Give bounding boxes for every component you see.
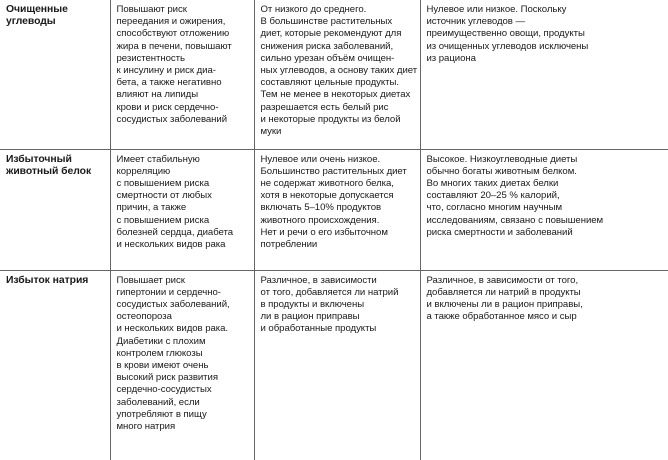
text-line: и нескольких видов рака. [116, 323, 229, 335]
text-line: болезней сердца, диабета [116, 226, 234, 238]
text-line: хотя в некоторые допускается [260, 190, 394, 202]
text-line: смертности от любых [116, 190, 212, 202]
table-row [0, 0, 668, 149]
row-label-animal-protein [0, 149, 110, 270]
text-line: а также обработанное мясо и сыр [426, 311, 577, 323]
text-line: и некоторые продукты из белой [260, 113, 401, 125]
text-line: животного происхождения. [260, 214, 380, 226]
text-line: из рациона [426, 52, 476, 64]
text-line: не содержат животного белка, [260, 177, 394, 189]
text-line: бета, а также негативно [116, 77, 222, 89]
text-line: углеводы [6, 16, 56, 28]
cell-plant-diet [254, 149, 420, 270]
text-line: ли в рацион приправы [260, 311, 360, 323]
text-line: Имеет стабильную [116, 153, 200, 165]
text-line: к инсулину и риск диа- [116, 65, 216, 77]
text-line: преимущественно овощи, продукты [426, 28, 585, 40]
text-line: переедания и ожирения, [116, 16, 226, 28]
text-line: диет, которые рекомендуют для [260, 28, 402, 40]
text-line: и обработанные продукты [260, 323, 377, 335]
text-line: влияют на липиды [116, 89, 199, 101]
text-line: составляют 20–25 % калорий, [426, 190, 560, 202]
cell-low-carb-diet [420, 270, 668, 460]
text-line: Различное, в зависимости [260, 274, 377, 286]
text-line: крови и риск сердечно- [116, 101, 219, 113]
text-line: гипертонии и сердечно- [116, 286, 221, 298]
cell-low-carb-diet [420, 149, 668, 270]
text-line: заболеваний, если [116, 396, 200, 408]
text-line: что, согласно многим научным [426, 202, 563, 214]
text-line: с повышением риска [116, 214, 210, 226]
text-line: разрешается есть белый рис [260, 101, 389, 113]
text-line: в продукты и включены [260, 298, 365, 310]
text-line: Большинство растительных диет [260, 165, 407, 177]
text-line: включать 5–10% продуктов [260, 202, 382, 214]
text-line: жира в печени, повышают [116, 40, 232, 52]
text-line: употребляют в пищу [116, 408, 207, 420]
text-line: риска смертности и заболеваний [426, 226, 573, 238]
text-line: резистентность [116, 52, 185, 64]
text-line: Диабетики с плохим [116, 335, 206, 347]
text-line: сильно урезан объём очищен- [260, 52, 395, 64]
row-label-sodium [0, 270, 110, 460]
text-line: сосудистых заболеваний, [116, 298, 230, 310]
text-line: От низкого до среднего. [260, 4, 367, 15]
cell-effect [110, 0, 254, 149]
cell-effect [110, 270, 254, 460]
text-line: Очищенные [6, 4, 68, 15]
text-line: животный белок [6, 165, 92, 177]
text-line: и включены ли в рацион приправы, [426, 298, 583, 310]
text-line: составляют цельные продукты. [260, 77, 399, 89]
text-line: от того, добавляется ли натрий [260, 286, 399, 298]
text-line: Повышает риск [116, 274, 185, 286]
text-line: причин, а также [116, 202, 187, 214]
text-line: обычно богаты животным белком. [426, 165, 577, 177]
cell-plant-diet [254, 270, 420, 460]
text-line: сердечно-сосудистых [116, 384, 212, 396]
text-line: Избыток натрия [6, 274, 89, 286]
table-row [0, 149, 668, 270]
text-line: в крови имеют очень [116, 359, 209, 371]
text-line: Высокое. Низкоуглеводные диеты [426, 153, 578, 165]
text-line: сосудистых заболеваний [116, 113, 228, 125]
text-line: много натрия [116, 420, 176, 432]
text-line: корреляцию [116, 165, 171, 177]
text-line: добавляется ли натрий в продукты [426, 286, 581, 298]
text-line: муки [260, 126, 282, 138]
text-line: ных углеводов, а основу таких диет [260, 65, 418, 77]
text-line: остеопороза [116, 311, 172, 323]
text-line: способствуют отложению [116, 28, 230, 40]
text-line: потреблении [260, 238, 318, 250]
text-line: В большинстве растительных [260, 16, 393, 28]
table-row [0, 270, 668, 460]
row-label-refined-carbs [0, 0, 110, 149]
text-line: исследованиям, связано с повышением [426, 214, 604, 226]
text-line: снижения риска заболеваний, [260, 40, 394, 52]
text-line: и нескольких видов рака [116, 238, 226, 250]
text-line: высокий риск развития [116, 372, 218, 384]
text-line: Повышают риск [116, 4, 187, 15]
text-line: контролем глюкозы [116, 347, 203, 359]
cell-effect [110, 149, 254, 270]
text-line: из очищенных углеводов исключены [426, 40, 589, 52]
text-line: Нулевое или очень низкое. [260, 153, 381, 165]
text-line: Нулевое или низкое. Поскольку [426, 4, 567, 15]
text-line: Различное, в зависимости от того, [426, 274, 579, 286]
text-line: источник углеводов — [426, 16, 526, 28]
text-line: Избыточный [6, 153, 72, 165]
cell-plant-diet [254, 0, 420, 149]
text-line: Во многих таких диетах белки [426, 177, 559, 189]
text-line: Нет и речи о его избыточном [260, 226, 388, 238]
cell-low-carb-diet [420, 0, 668, 149]
text-line: Тем не менее в некоторых диетах [260, 89, 411, 101]
text-line: с повышением риска [116, 177, 210, 189]
